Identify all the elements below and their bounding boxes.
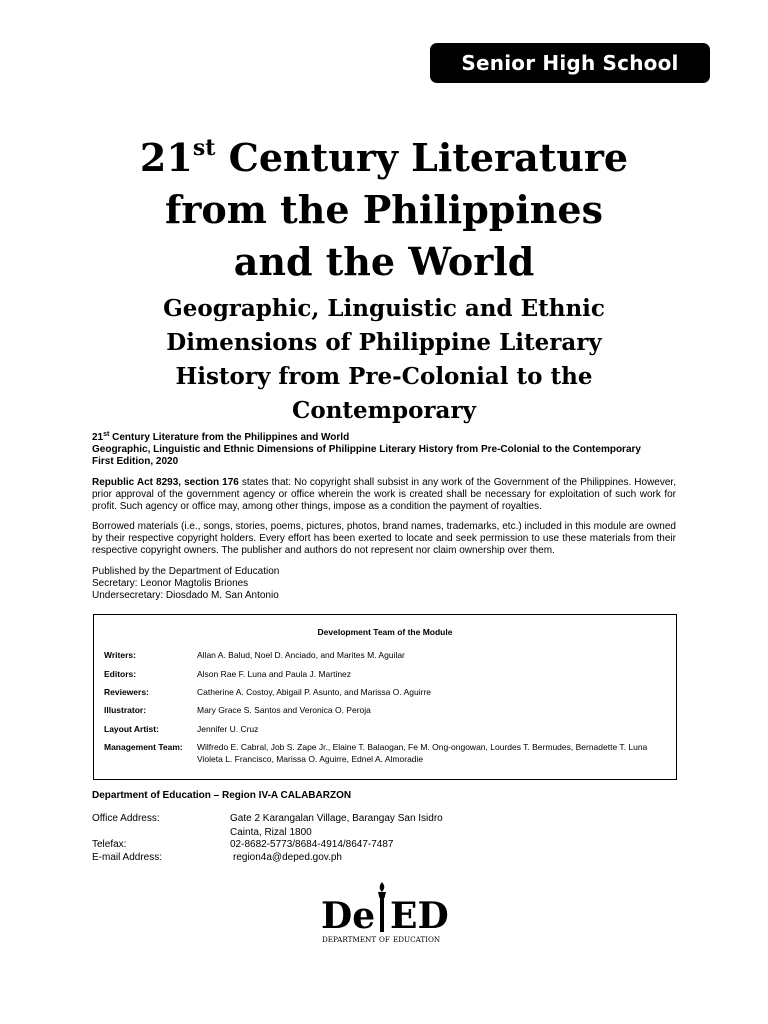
copyright-heading — [92, 432, 676, 468]
email-value[interactable]: region4a@deped.gov.ph — [233, 852, 342, 863]
logo-caption-right: EDUCATION — [393, 935, 441, 944]
torch-icon — [378, 882, 386, 932]
subtitle-line-3: History from Pre-Colonial to the — [175, 363, 593, 390]
team-value: Mary Grace S. Santos and Veronica O. Peroja — [197, 705, 371, 715]
publisher-block — [92, 566, 676, 602]
deped-logo-svg — [318, 878, 458, 948]
team-value: Jennifer U. Cruz — [197, 724, 259, 734]
team-label: Illustrator: — [104, 705, 147, 715]
subtitle-line-4: Contemporary — [292, 397, 476, 424]
badge-label: Senior High School — [461, 51, 679, 75]
team-label: Writers: — [104, 650, 136, 660]
team-value: Allan A. Balud, Noel D. Anciado, and Marites M. Aguilar — [197, 650, 405, 660]
development-team-box — [93, 614, 677, 780]
team-label: Reviewers: — [104, 687, 149, 697]
copyright-heading-subtitle: Geographic, Linguistic and Ethnic Dimensions of Philippine Literary History from Pre-Colonial to the Contemporary — [92, 444, 641, 455]
deped-logo — [318, 878, 458, 948]
team-value: Catherine A. Costoy, Abigail P. Asunto, and Marissa O. Aguirre — [197, 687, 432, 697]
team-value: Alson Rae F. Luna and Paula J. Martinez — [197, 669, 352, 679]
secretary: Secretary: Leonor Magtolis Briones — [92, 578, 249, 589]
borrowed-materials-paragraph — [92, 521, 676, 557]
published-by: Published by the Department of Education — [92, 566, 280, 577]
logo-caption-mid: OF — [379, 935, 390, 944]
republic-act-reference: Republic Act 8293, section 176 — [92, 477, 239, 488]
subtitle — [0, 292, 768, 428]
subtitle-line-1: Geographic, Linguistic and Ethnic — [163, 295, 605, 322]
logo-word-right: ED — [390, 895, 449, 937]
region-heading: Department of Education – Region IV-A CALABARZON — [92, 790, 352, 801]
telefax-value: 02-8682-5773/8684-4914/8647-7487 — [230, 839, 394, 850]
team-label: Management Team: — [104, 742, 183, 752]
cover-title-block — [0, 132, 768, 428]
borrowed-materials-text: Borrowed materials (i.e., songs, stories, poems, pictures, photos, brand names, trademarks, etc.) included in this module are owned by their respective copyright holders. Every effort has been exerted to locate and seek permission to use these materials from their respective copyright owners. The publisher and authors do not represent nor claim ownership over them. — [92, 521, 676, 556]
email-label: E-mail Address: — [92, 852, 163, 863]
telefax-label: Telefax: — [92, 839, 127, 850]
team-value: Wilfredo E. Cabral, Job S. Zape Jr., Elaine T. Balaogan, Fe M. Ong-ongowan, Lourdes T. Bermudes, Bernadette T. Luna Violeta L. Francisco, Marissa O. Aguirre, Ednel A. Almoradie — [197, 742, 648, 764]
undersecretary: Undersecretary: Diosdado M. San Antonio — [92, 590, 279, 601]
main-title-line-1: 21st Century Literature — [139, 135, 629, 180]
office-address-label: Office Address: — [92, 813, 160, 824]
office-address-line-2: Cainta, Rizal 1800 — [230, 827, 312, 838]
copyright-heading-title: 21st Century Literature from the Philippines and World — [92, 431, 350, 443]
logo-word-left: De — [321, 895, 376, 937]
republic-act-text: states that: No copyright shall subsist in any work of the Government of the Philippines. However, prior approval of the government agency or office wherein the work is created shall be necessary for exploitation of such work for profit. Such agency or office may, among other things, impose as a condition the payment of royalties. — [92, 477, 676, 512]
main-title — [0, 132, 768, 288]
subtitle-line-2: Dimensions of Philippine Literary — [166, 329, 602, 356]
senior-high-school-badge — [430, 43, 710, 83]
office-address-line-1: Gate 2 Karangalan Village, Barangay San Isidro — [230, 813, 443, 824]
logo-caption-left: DEPARTMENT — [322, 935, 377, 944]
main-title-line-2: from the Philippines — [164, 187, 604, 232]
republic-act-paragraph — [92, 477, 676, 513]
development-team-heading: Development Team of the Module — [317, 627, 453, 637]
team-label: Editors: — [104, 669, 137, 679]
main-title-line-3: and the World — [233, 239, 535, 284]
team-label: Layout Artist: — [104, 724, 159, 734]
edition-label: First Edition, 2020 — [92, 456, 179, 467]
